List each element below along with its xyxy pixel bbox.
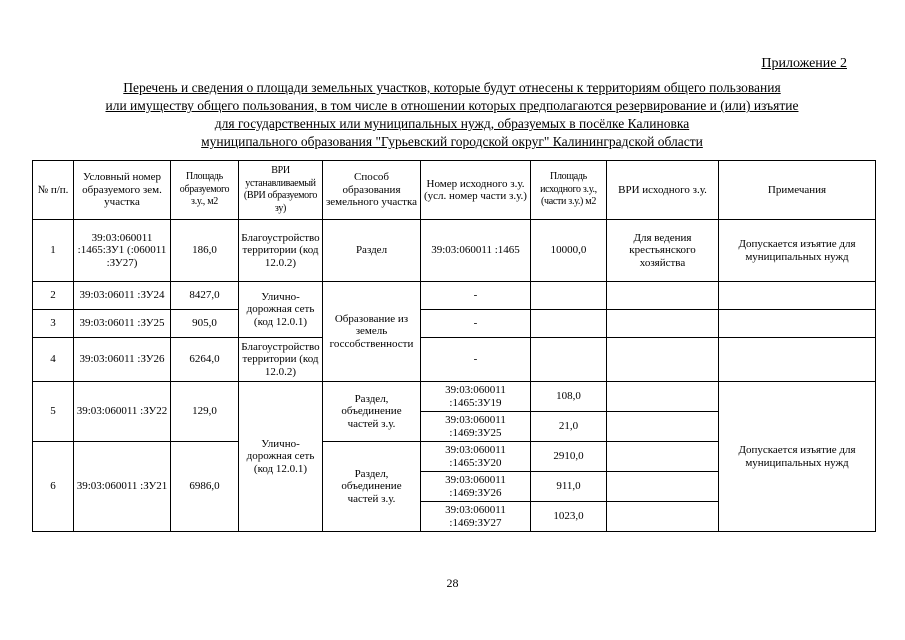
land-plots-table (32, 160, 876, 532)
cell-src: 39:03:060011 :1465:ЗУ19 (421, 382, 531, 412)
cell-note (719, 282, 876, 310)
cell-method: Раздел (323, 220, 421, 282)
cell-method: Раздел, объединение частей з.у. (323, 382, 421, 442)
cell-src: 39:03:060011 :1469:ЗУ27 (421, 502, 531, 532)
cell-area: 8427,0 (171, 282, 239, 310)
cell-src: - (421, 310, 531, 338)
cell-src: 39:03:060011 :1465:ЗУ20 (421, 442, 531, 472)
cell-src-area (531, 310, 607, 338)
cell-src: 39:03:060011 :1469:ЗУ26 (421, 472, 531, 502)
cell-num: 5 (33, 382, 74, 442)
cell-vri-src (607, 442, 719, 472)
header-area: Площадь образуемого з.у., м2 (171, 161, 239, 220)
title-line: или имуществу общего пользования, в том числе в отношении которых предполагаются резервирование и (или) изъятие (105, 98, 799, 113)
cell-method: Образование из земель госсобственности (323, 282, 421, 382)
table-header-row (33, 161, 876, 220)
cell-method: Раздел, объединение частей з.у. (323, 442, 421, 532)
cell-src: 39:03:060011 :1465 (421, 220, 531, 282)
cell-cond: 39:03:060011 :1465:ЗУ1 (:060011 :ЗУ27) (74, 220, 171, 282)
cell-vri-src (607, 412, 719, 442)
header-src-num: Номер исходного з.у. (усл. номер части з.у.) (421, 161, 531, 220)
header-method: Способ образования земельного участка (323, 161, 421, 220)
cell-vri: Улично-дорожная сеть (код 12.0.1) (239, 282, 323, 338)
cell-vri: Благоустройство территории (код 12.0.2) (239, 220, 323, 282)
cell-vri: Благоустройство территории (код 12.0.2) (239, 338, 323, 382)
table-row (33, 282, 876, 310)
cell-area: 129,0 (171, 382, 239, 442)
document-title (52, 79, 852, 151)
cell-src: - (421, 282, 531, 310)
cell-cond: 39:03:06011 :ЗУ24 (74, 282, 171, 310)
cell-vri-src (607, 502, 719, 532)
cell-area: 6986,0 (171, 442, 239, 532)
cell-note: Допускается изъятие для муниципальных нужд (719, 382, 876, 532)
cell-src-area: 1023,0 (531, 502, 607, 532)
cell-vri: Улично-дорожная сеть (код 12.0.1) (239, 382, 323, 532)
cell-num: 4 (33, 338, 74, 382)
cell-vri-src (607, 310, 719, 338)
title-line: для государственных или муниципальных нужд, образуемых в посёлке Калиновка (214, 116, 690, 131)
cell-area: 905,0 (171, 310, 239, 338)
title-line: муниципального образования "Гурьевский городской округ" Калининградской области (201, 134, 703, 149)
cell-num: 3 (33, 310, 74, 338)
cell-src-area (531, 282, 607, 310)
cell-src-area (531, 338, 607, 382)
header-vri-set: ВРИ устанавливаемый (ВРИ образуемого зу) (239, 161, 323, 220)
cell-vri-src: Для ведения крестьянского хозяйства (607, 220, 719, 282)
table-row (33, 382, 876, 412)
cell-note: Допускается изъятие для муниципальных нужд (719, 220, 876, 282)
header-cond-num: Условный номер образуемого зем. участка (74, 161, 171, 220)
table-row (33, 338, 876, 382)
cell-src-area: 108,0 (531, 382, 607, 412)
cell-cond: 39:03:06011 :ЗУ25 (74, 310, 171, 338)
cell-area: 186,0 (171, 220, 239, 282)
cell-vri-src (607, 472, 719, 502)
cell-area: 6264,0 (171, 338, 239, 382)
cell-cond: 39:03:060011 :ЗУ22 (74, 382, 171, 442)
table-row (33, 220, 876, 282)
cell-cond: 39:03:06011 :ЗУ26 (74, 338, 171, 382)
cell-note (719, 338, 876, 382)
title-line: Перечень и сведения о площади земельных участков, которые будут отнесены к территориям общего пользования (123, 80, 781, 95)
cell-src-area: 21,0 (531, 412, 607, 442)
table-row (33, 310, 876, 338)
header-num: № п/п. (33, 161, 74, 220)
header-vri-src: ВРИ исходного з.у. (607, 161, 719, 220)
cell-src: 39:03:060011 :1469:ЗУ25 (421, 412, 531, 442)
appendix-label: Приложение 2 (761, 56, 847, 71)
cell-src-area: 2910,0 (531, 442, 607, 472)
header-src-area: Площадь исходного з.у., (части з.у.) м2 (531, 161, 607, 220)
cell-src-area: 911,0 (531, 472, 607, 502)
cell-src: - (421, 338, 531, 382)
page-number: 28 (446, 576, 459, 590)
cell-vri-src (607, 338, 719, 382)
cell-note (719, 310, 876, 338)
header-notes: Примечания (719, 161, 876, 220)
cell-vri-src (607, 282, 719, 310)
cell-num: 2 (33, 282, 74, 310)
cell-cond: 39:03:060011 :ЗУ21 (74, 442, 171, 532)
cell-vri-src (607, 382, 719, 412)
cell-num: 1 (33, 220, 74, 282)
cell-src-area: 10000,0 (531, 220, 607, 282)
cell-num: 6 (33, 442, 74, 532)
